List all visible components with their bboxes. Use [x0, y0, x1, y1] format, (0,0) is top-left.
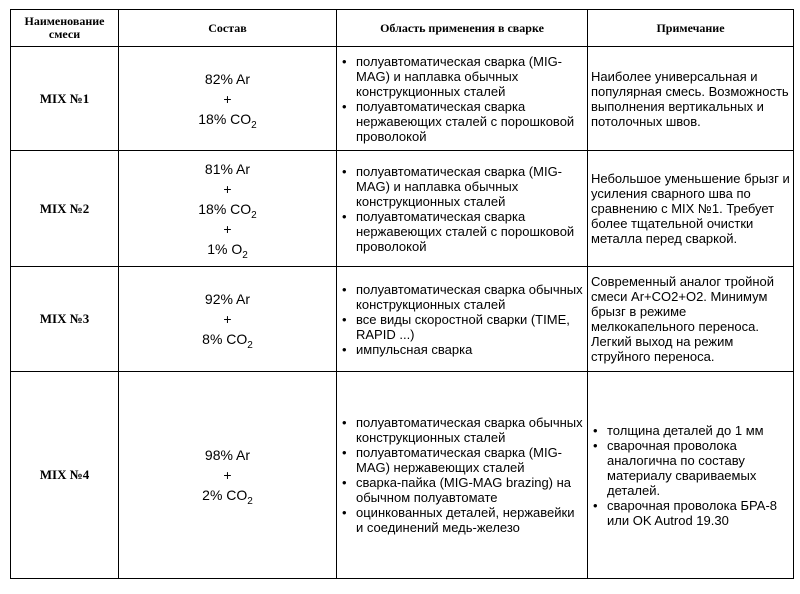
note [588, 372, 794, 579]
table-row [11, 372, 794, 579]
note: Наиболее универсальная и популярная смесь. Возможность выполнения вертикальных и потолочных швов. [588, 47, 794, 151]
list-item: • сварочная проволока БРА-8 или OK Autrod 19.30 [591, 498, 790, 528]
table-row [11, 47, 794, 151]
composition: 92% Ar + 8% $CO_2$ [119, 267, 337, 372]
list-item: • полуавтоматическая сварка обычных конструкционных сталей [340, 282, 584, 312]
list-item: • полуавтоматическая сварка (MIG-MAG) нержавеющих сталей [340, 445, 584, 475]
list-item: • толщина деталей до 1 мм [591, 423, 790, 438]
application [337, 372, 588, 579]
header-composition: Состав [119, 10, 337, 47]
header-note: Примечание [588, 10, 794, 47]
composition: 81% Ar + 18% $CO_2$ + 1% $O_2$ [119, 151, 337, 267]
table-row [11, 267, 794, 372]
application [337, 151, 588, 267]
mix-name: MIX №1 [11, 47, 119, 151]
list-item: • оцинкованных деталей, нержавейки и соединений медь-железо [340, 505, 584, 535]
composition: 82% Ar + 18% $CO_2$ [119, 47, 337, 151]
list-item: • полуавтоматическая сварка нержавеющих сталей с порошковой проволокой [340, 209, 584, 254]
mix-name: MIX №4 [11, 372, 119, 579]
table-row [11, 151, 794, 267]
application [337, 267, 588, 372]
gas-mixtures-table [10, 9, 794, 579]
mix-name: MIX №2 [11, 151, 119, 267]
list-item: • сварка-пайка (MIG-MAG brazing) на обычном полуавтомате [340, 475, 584, 505]
list-item: • сварочная проволока аналогична по составу материалу свариваемых деталей. [591, 438, 790, 498]
composition: 98% Ar + 2% $CO_2$ [119, 372, 337, 579]
list-item: • полуавтоматическая сварка (MIG-MAG) и наплавка обычных конструкционных сталей [340, 54, 584, 99]
header-application: Область применения в сварке [337, 10, 588, 47]
list-item: • все виды скоростной сварки (TIME, RAPID ...) [340, 312, 584, 342]
mix-name: MIX №3 [11, 267, 119, 372]
list-item: • полуавтоматическая сварка обычных конструкционных сталей [340, 415, 584, 445]
list-item: • полуавтоматическая сварка (MIG-MAG) и наплавка обычных конструкционных сталей [340, 164, 584, 209]
note: Небольшое уменьшение брызг и усиления сварного шва по сравнению с MIX №1. Требует более тщательной очистки металла перед сваркой. [588, 151, 794, 267]
list-item: • импульсная сварка [340, 342, 584, 357]
list-item: • полуавтоматическая сварка нержавеющих сталей с порошковой проволокой [340, 99, 584, 144]
header-row [11, 10, 794, 47]
note: Современный аналог тройной смеси Ar+CO2+O2. Минимум брызг в режиме мелкокапельного переноса. Легкий выход на режим струйного переноса. [588, 267, 794, 372]
application [337, 47, 588, 151]
header-mix-name: Наименование смеси [11, 10, 119, 47]
